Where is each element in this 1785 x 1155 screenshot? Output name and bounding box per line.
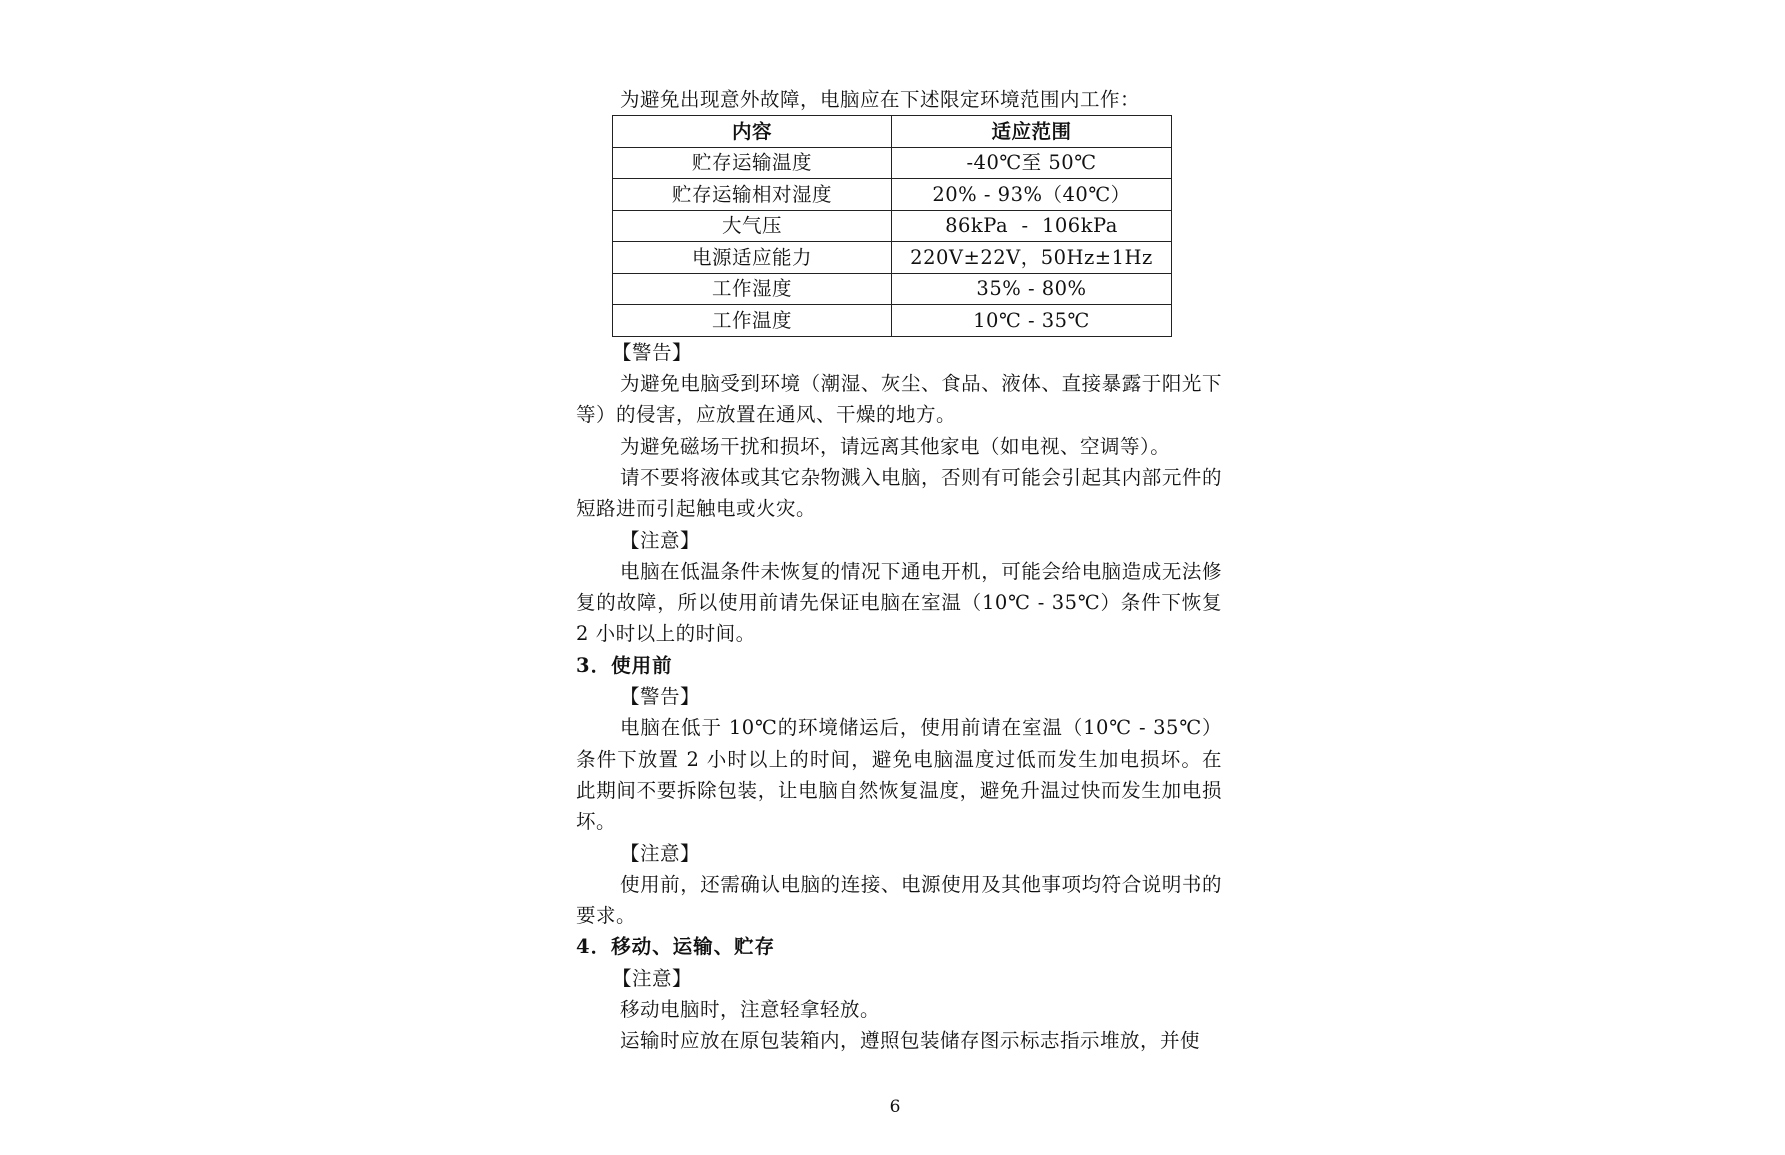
text-column — [576, 84, 1222, 1057]
notice-label: 【注意】 — [620, 841, 701, 865]
warning-label: 【警告】 — [620, 685, 701, 709]
table-row — [613, 242, 1172, 274]
table-cell-item: 大气压 — [613, 210, 892, 242]
table-cell-range: 20% - 93%（40℃） — [892, 179, 1172, 211]
environment-spec-table — [612, 115, 1172, 337]
warning-label: 【警告】 — [612, 340, 693, 364]
table-row — [613, 210, 1172, 242]
table-header-cell: 适应范围 — [892, 116, 1172, 148]
warning-paragraph: 请不要将液体或其它杂物溅入电脑，否则有可能会引起其内部元件的短路进而引起触电或火灾。 — [576, 465, 1222, 521]
table-cell-item: 工作湿度 — [613, 273, 892, 305]
table-cell-range: 35% - 80% — [892, 273, 1172, 305]
section-heading: 4．移动、运输、贮存 — [576, 935, 776, 959]
warning-paragraph: 为避免电脑受到环境（潮湿、灰尘、食品、液体、直接暴露于阳光下等）的侵害，应放置在通风、干燥的地方。 — [576, 372, 1222, 427]
table-cell-item: 工作温度 — [613, 305, 892, 337]
page-number: 6 — [889, 1097, 901, 1117]
table-header-cell: 内容 — [613, 116, 892, 148]
section-heading: 3．使用前 — [576, 653, 673, 677]
warning-paragraph: 电脑在低于 10℃的环境储运后，使用前请在室温（10℃ - 35℃）条件下放置 2 小时以上的时间，避免电脑温度过低而发生加电损坏。在此期间不要拆除包装，让电脑自然恢复温度，避免升温过快而发生加电损坏。 — [576, 716, 1222, 834]
notice-label: 【注意】 — [612, 966, 693, 990]
notice-paragraph: 电脑在低温条件未恢复的情况下通电开机，可能会给电脑造成无法修复的故障，所以使用前请先保证电脑在室温（10℃ - 35℃）条件下恢复 2 小时以上的时间。 — [576, 559, 1222, 646]
environment-intro: 为避免出现意外故障，电脑应在下述限定环境范围内工作： — [620, 88, 1141, 111]
table-cell-range: 86kPa - 106kPa — [892, 210, 1172, 242]
table-cell-item: 电源适应能力 — [613, 242, 892, 274]
table-row — [613, 273, 1172, 305]
table-row — [613, 147, 1172, 179]
table-cell-item: 贮存运输温度 — [613, 147, 892, 179]
table-cell-range: 10℃ - 35℃ — [892, 305, 1172, 337]
notice-paragraph: 移动电脑时，注意轻拿轻放。 — [620, 998, 881, 1022]
notice-label: 【注意】 — [620, 528, 701, 552]
table-row — [613, 179, 1172, 211]
notice-paragraph: 使用前，还需确认电脑的连接、电源使用及其他事项均符合说明书的要求。 — [576, 872, 1222, 928]
table-cell-range: 220V±22V，50Hz±1Hz — [892, 242, 1172, 274]
table-cell-item: 贮存运输相对湿度 — [613, 179, 892, 211]
table-cell-range: -40℃至 50℃ — [892, 147, 1172, 179]
table-row — [613, 305, 1172, 337]
warning-paragraph: 为避免磁场干扰和损坏，请远离其他家电（如电视、空调等）。 — [620, 434, 1171, 458]
table-header-row — [613, 116, 1172, 148]
notice-paragraph: 运输时应放在原包装箱内，遵照包装储存图示标志指示堆放，并使 — [620, 1029, 1201, 1053]
